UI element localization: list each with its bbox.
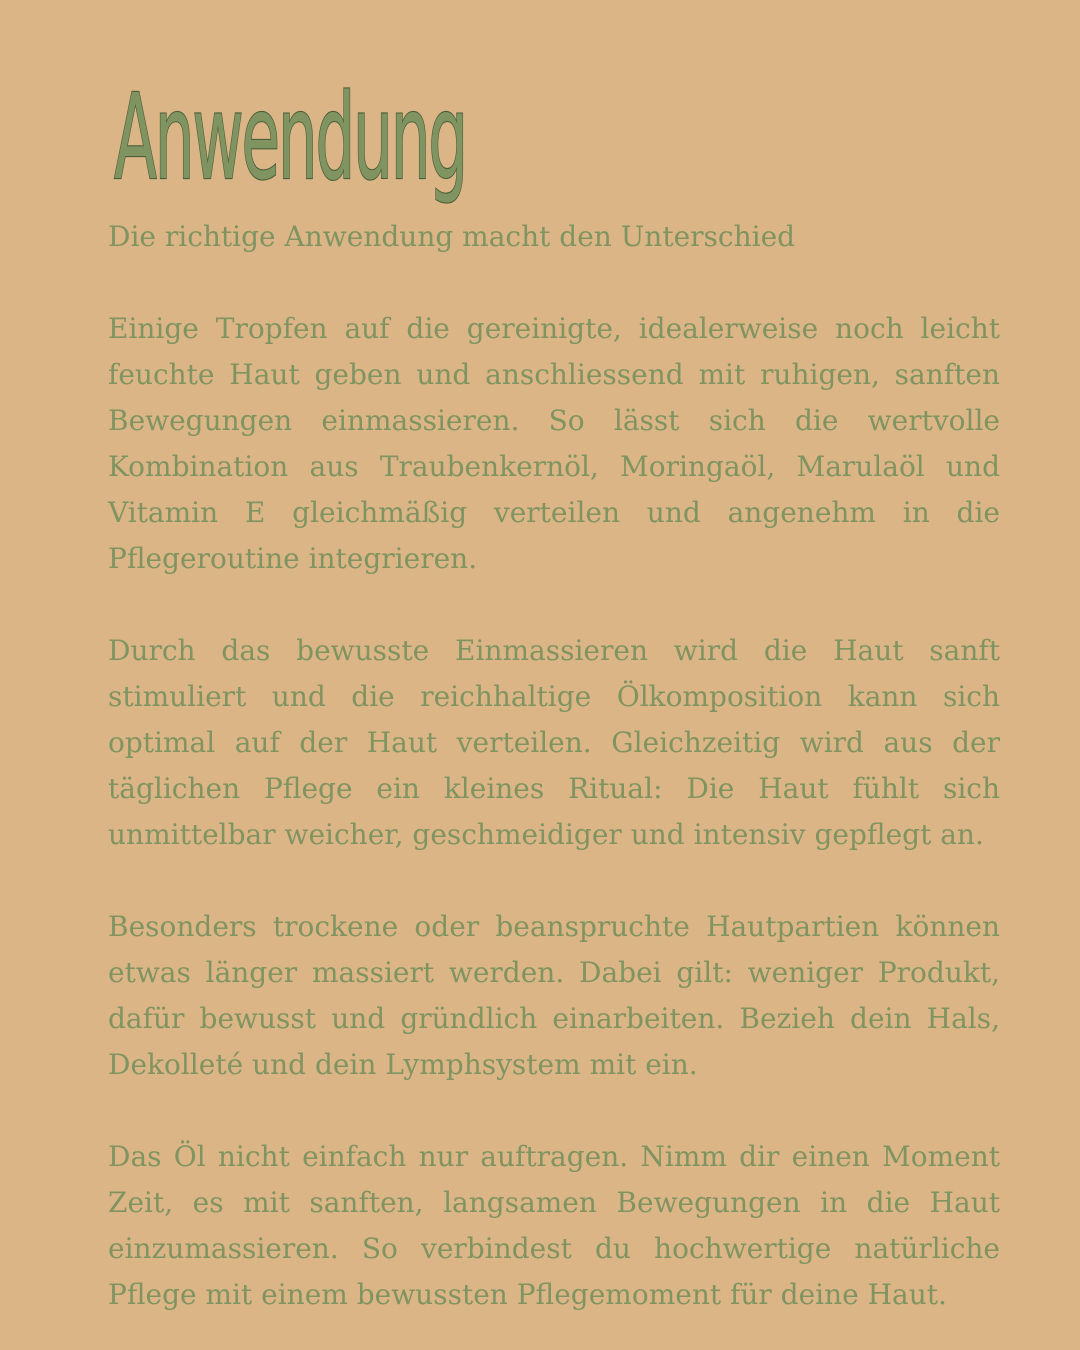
paragraph-mindful-care: Das Öl nicht einfach nur auftragen. Nimm dir einen Moment Zeit, es mit sanften, langsamen Bewegungen in die Haut einzumassieren. So verbindest du hochwertige natürliche Pflege mit einem bewussten Pflegemoment für deine Haut. [108, 1140, 1000, 1311]
page-title-graphic [110, 64, 480, 234]
paragraph-massage-effect: Durch das bewusste Einmassieren wird die Haut sanft stimuliert und die reichhaltige Ölkomposition kann sich optimal auf der Haut verteilen. Gleichzeitig wird aus der täglichen Pflege ein kleines Ritual: Die Haut fühlt sich unmittelbar weicher, geschmeidiger und intensiv gepflegt an. [108, 634, 1000, 851]
page-title-text: Anwendung [114, 68, 466, 206]
paragraph-dry-areas: Besonders trockene oder beanspruchte Hautpartien können etwas länger massiert werden. Dabei gilt: weniger Produkt, dafür bewusst und gründlich einarbeiten. Bezieh dein Hals, Dekolleté und dein Lymphsystem mit ein. [108, 910, 1000, 1081]
paragraph-application: Einige Tropfen auf die gereinigte, idealerweise noch leicht feuchte Haut geben und anschliessend mit ruhigen, sanften Bewegungen einmassieren. So lässt sich die wertvolle Kombination aus Traubenkernöl, Moringaöl, Marulaöl und Vitamin E gleichmäßig verteilen und angenehm in die Pflegeroutine integrieren. [108, 312, 1000, 575]
page-subtitle: Die richtige Anwendung macht den Unterschied [108, 220, 796, 253]
page-title [110, 64, 480, 234]
